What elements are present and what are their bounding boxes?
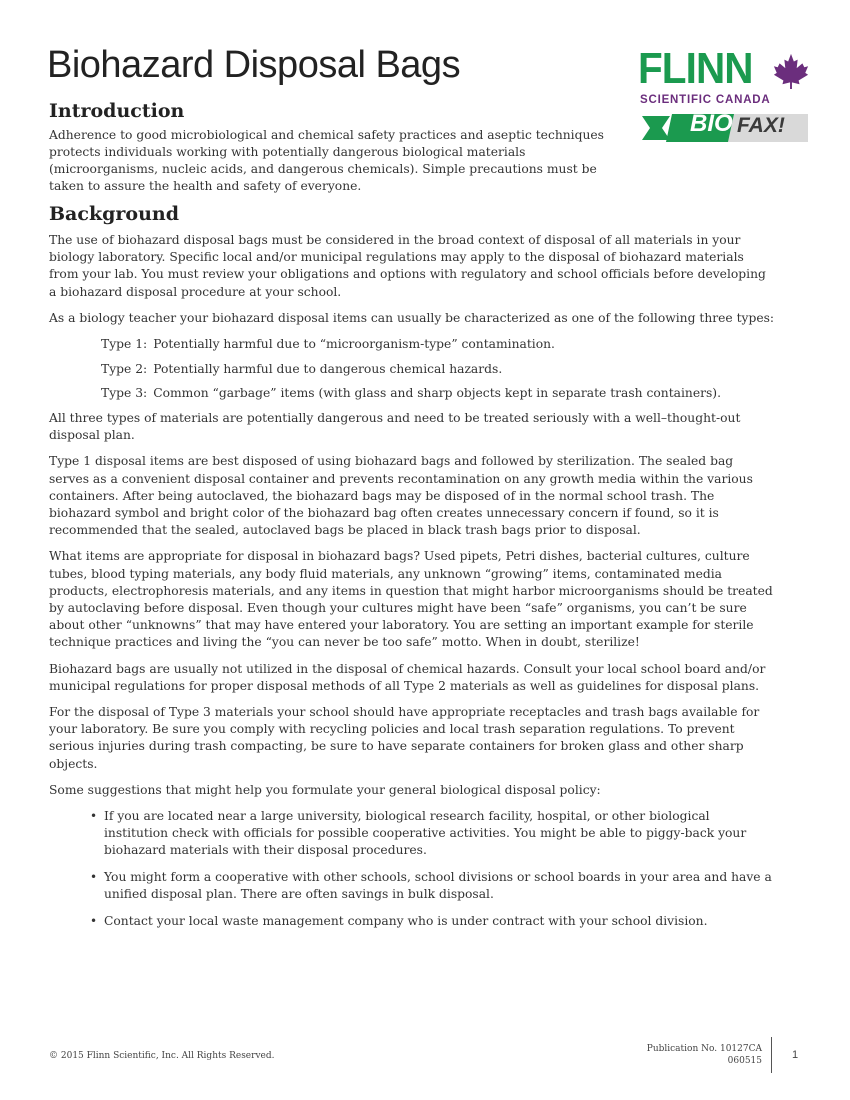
background-paragraph: Biohazard bags are usually not utilized in the disposal of chemical hazards. Consult your local school board and/or municipal regulations for proper disposal methods of all Type 2 materials as well as guidelines for disposal plans. (49, 661, 766, 693)
list-item (49, 869, 777, 903)
bullet-icon: • (90, 870, 98, 885)
maple-leaf-icon (772, 52, 810, 90)
logo-brand: FLINN (638, 44, 753, 93)
type-text: Common “garbage” items (with glass and sharp objects kept in separate trash containers). (153, 386, 721, 401)
bullet-icon: • (90, 914, 98, 929)
list-item (49, 808, 777, 859)
background-heading: Background (49, 203, 179, 225)
type-item (101, 361, 777, 378)
page-number: 1 (792, 1049, 799, 1061)
list-item-text: Contact your local waste management company who is under contract with your school division. (104, 914, 708, 929)
bullet-icon: • (90, 809, 98, 824)
introduction-heading: Introduction (49, 100, 185, 122)
type-text: Potentially harmful due to dangerous chemical hazards. (153, 361, 503, 376)
list-item (49, 913, 777, 930)
type-label: Type 1: (101, 337, 148, 352)
background-paragraph: As a biology teacher your biohazard disposal items can usually be characterized as one of the following three types: (49, 310, 775, 325)
logo-subtitle: SCIENTIFIC CANADA (640, 94, 771, 106)
introduction-text: Adherence to good microbiological and chemical safety practices and aseptic techniques protects individuals working with potentially dangerous biological materials (microorganisms, nucleic acids, and dangerous chemicals). Simple precautions must be taken to assure the health and safety of everyone. (49, 128, 604, 193)
background-paragraph: The use of biohazard disposal bags must be considered in the broad context of disposal of all materials in your biology laboratory. Specific local and/or municipal regulations may apply to the disposal of biohazard materials from your lab. You must review your obligations and options with regulatory and school officials before developing a biohazard disposal procedure at your school. (49, 233, 766, 299)
suggestions-list (49, 808, 777, 930)
footer-divider (771, 1037, 772, 1073)
type-item (101, 336, 777, 353)
logo-fax: FAX! (737, 114, 785, 137)
copyright: © 2015 Flinn Scientific, Inc. All Rights Reserved. (49, 1051, 275, 1061)
background-paragraph: For the disposal of Type 3 materials your school should have appropriate receptacles and trash bags available for your laboratory. Be sure you comply with recycling policies and local trash separation regulations. To prevent serious injuries during trash compacting, be sure to have separate containers for broken glass and other sharp objects. (49, 705, 760, 771)
type-text: Potentially harmful due to “microorganism-type” contamination. (153, 337, 555, 352)
type-item (101, 385, 777, 402)
page-title: Biohazard Disposal Bags (47, 44, 461, 86)
list-item-text: If you are located near a large university, biological research facility, hospital, or other biological institution check with officials for possible cooperative activities. You might be able to piggy-back your biohazard materials with their disposal procedures. (104, 809, 747, 858)
background-paragraph: All three types of materials are potentially dangerous and need to be treated seriously with a well–thought-out disposal plan. (49, 411, 741, 443)
list-item-text: You might form a cooperative with other schools, school divisions or school boards in your area and have a unified disposal plan. There are often savings in bulk disposal. (104, 870, 772, 902)
background-paragraph: Type 1 disposal items are best disposed of using biohazard bags and followed by sterilization. The sealed bag serves as a convenient disposal container and prevents recontamination on any growth media within the various containers. After being autoclaved, the biohazard bags may be disposed of in the normal school trash. The biohazard symbol and bright color of the biohazard bag often creates unnecessary concern if found, so it is recommended that the sealed, autoclaved bags be placed in black trash bags prior to disposal. (49, 454, 753, 538)
types-list (49, 336, 777, 402)
logo-bio: BIO (690, 110, 733, 137)
type-label: Type 2: (101, 361, 148, 376)
background-paragraph: Some suggestions that might help you formulate your general biological disposal policy: (49, 782, 601, 797)
type-label: Type 3: (101, 386, 148, 401)
background-content (49, 232, 777, 940)
publication-info (647, 1043, 762, 1067)
flinn-logo (638, 44, 810, 150)
background-paragraph: What items are appropriate for disposal in biohazard bags? Used pipets, Petri dishes, bacterial cultures, culture tubes, blood typing materials, any body fluid materials, any unknown “growing” items, contaminated media products, electrophoresis materials, and any items in question that might harbor microorganisms should be treated by autoclaving before disposal. Even though your cultures might have been “safe” organisms, you can’t be sure about other “unknowns” that may have entered your laboratory. You are setting an important example for sterile technique practices and living the “you can never be too safe” motto. When in doubt, sterilize! (49, 549, 773, 650)
publication-number: Publication No. 10127CA (646, 1044, 762, 1054)
publication-code: 060515 (727, 1056, 762, 1066)
